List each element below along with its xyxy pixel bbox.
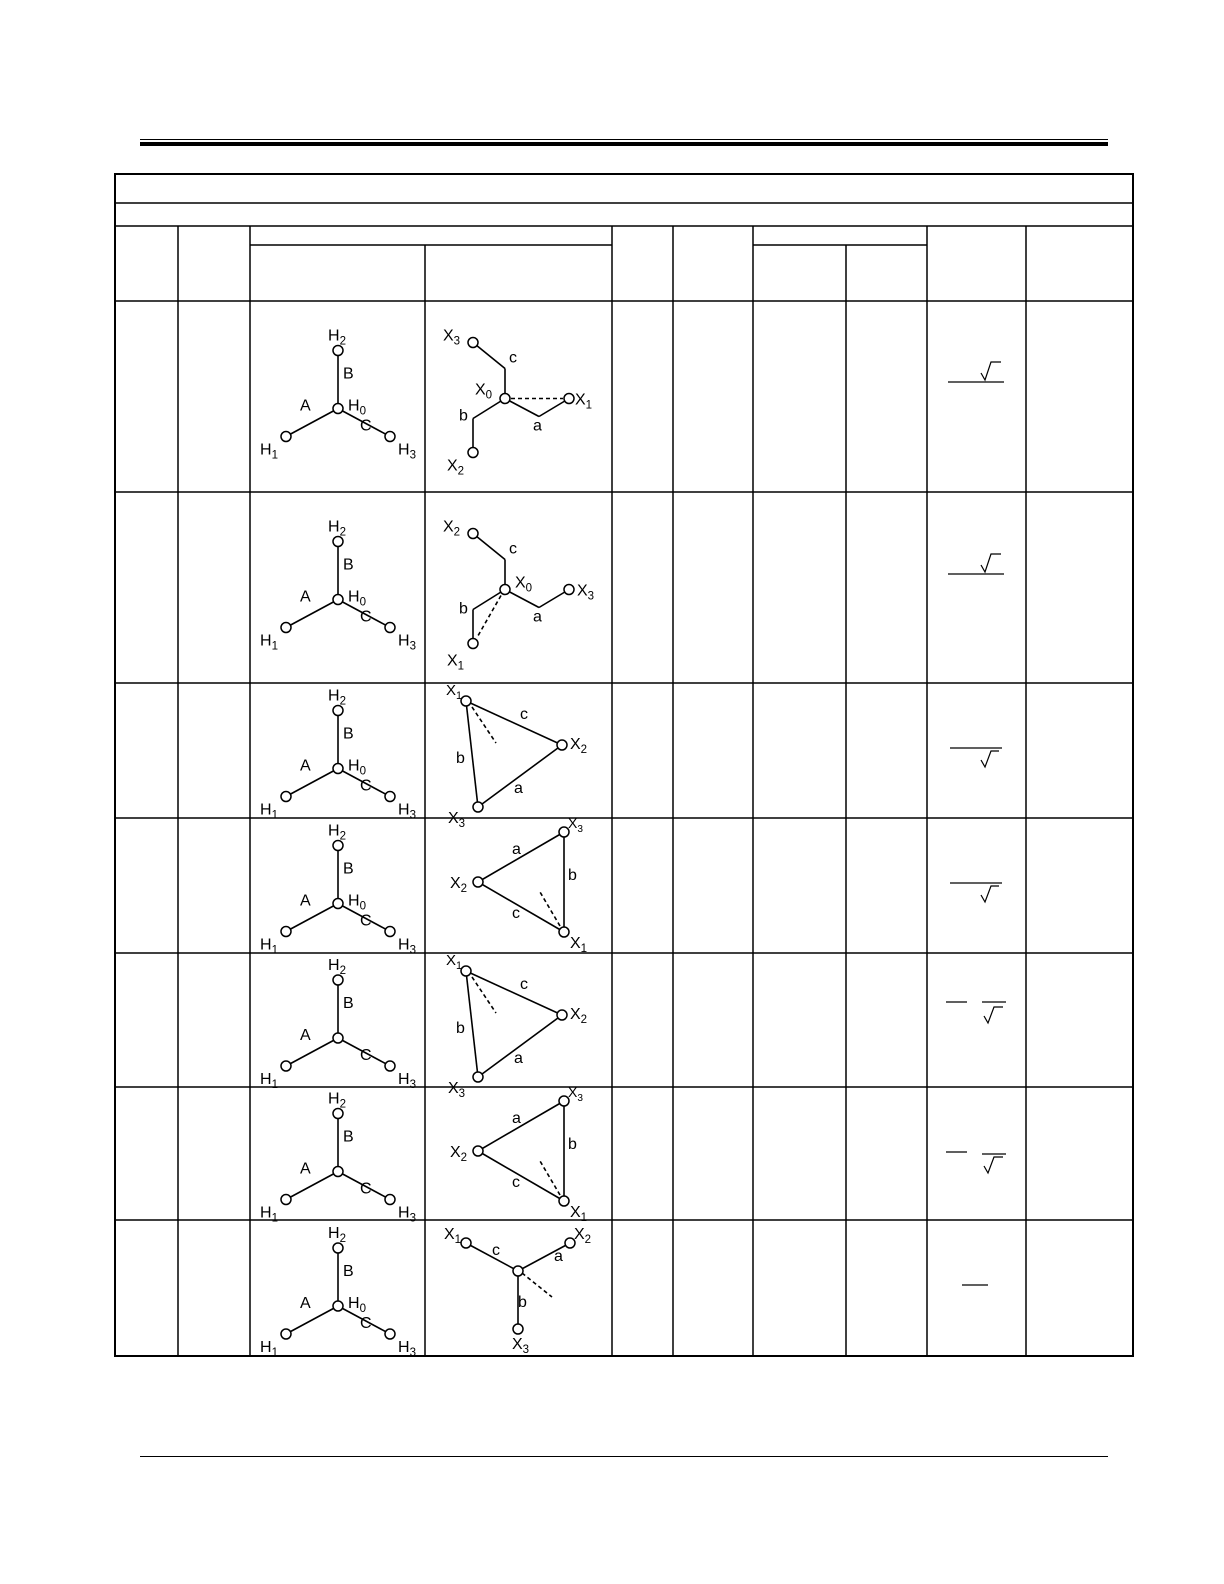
label-H1: $H_1$ — [260, 936, 278, 957]
x1-node — [461, 966, 471, 976]
label-a: a — [533, 417, 542, 435]
h1-node — [281, 1329, 291, 1339]
x3-node — [468, 338, 478, 348]
label-B: B — [343, 725, 354, 743]
x2-node — [557, 1010, 567, 1020]
x-winding-diagram-row-4 — [450, 815, 587, 955]
label-C: C — [360, 1180, 372, 1198]
formula-row-2 — [948, 554, 1004, 574]
x2-node — [473, 877, 483, 887]
h-winding-diagram-row-6 — [260, 1091, 416, 1225]
label-H1: $H_1$ — [260, 441, 278, 462]
label-X1: $X_1$ — [444, 1226, 462, 1246]
label-a: a — [514, 1050, 523, 1067]
x1-node — [559, 1196, 569, 1206]
label-X1: $X_1$ — [446, 682, 463, 702]
h-winding-diagram-row-3 — [260, 688, 416, 822]
label-c: c — [509, 349, 517, 367]
h0-node — [333, 1301, 343, 1311]
x2-node — [557, 740, 567, 750]
label-b: b — [456, 750, 465, 767]
label-B: B — [343, 365, 354, 383]
h-winding-diagram-row-2 — [260, 519, 416, 653]
h3-node — [385, 927, 395, 937]
label-B: B — [343, 1263, 354, 1280]
label-X2: $X_2$ — [450, 1144, 468, 1164]
label-a: a — [514, 780, 523, 797]
x-winding-diagram-row-1 — [443, 328, 592, 478]
x1-node — [559, 927, 569, 937]
x0-node — [513, 1266, 523, 1276]
x-winding-diagram-row-2 — [443, 519, 594, 673]
label-X3: $X_3$ — [512, 1336, 530, 1356]
label-H2: $H_2$ — [328, 1225, 346, 1245]
label-H0: $H_0$ — [348, 588, 366, 609]
x0-node — [500, 585, 510, 595]
label-a: a — [512, 841, 521, 858]
formula-marks — [946, 362, 1006, 1285]
label-H3: $H_3$ — [398, 1339, 416, 1359]
label-H3: $H_3$ — [398, 441, 416, 462]
h-winding-diagram-row-5 — [260, 957, 416, 1091]
label-H3: $H_3$ — [398, 1071, 416, 1091]
label-B: B — [343, 995, 354, 1012]
formula-row-1 — [948, 362, 1004, 382]
x1-node — [461, 1238, 471, 1248]
h3-node — [385, 1061, 395, 1071]
label-H0: $H_0$ — [348, 892, 366, 913]
label-H1: $H_1$ — [260, 1204, 278, 1225]
label-X1: $X_1$ — [575, 391, 593, 412]
label-H1: $H_1$ — [260, 801, 278, 822]
h1-node — [281, 623, 291, 633]
label-a: a — [554, 1248, 563, 1265]
label-c: c — [520, 706, 528, 723]
h1-node — [281, 432, 291, 442]
h3-node — [385, 1329, 395, 1339]
x1-node — [461, 696, 471, 706]
label-H3: $H_3$ — [398, 801, 416, 822]
label-X2: $X_2$ — [570, 1006, 588, 1026]
x0-node — [500, 394, 510, 404]
label-C: C — [360, 1315, 372, 1332]
label-H2: $H_2$ — [328, 1090, 346, 1111]
label-A: A — [300, 1160, 311, 1178]
label-H0: $H_0$ — [348, 1295, 366, 1315]
label-X2: $X_2$ — [447, 457, 465, 478]
h1-node — [281, 1195, 291, 1205]
x3-node — [564, 585, 574, 595]
label-H2: $H_2$ — [328, 822, 346, 843]
label-H1: $H_1$ — [260, 1339, 278, 1359]
label-b: b — [459, 600, 468, 618]
h3-node — [385, 792, 395, 802]
label-A: A — [300, 892, 311, 910]
label-b: b — [459, 407, 468, 425]
h0-node — [333, 595, 343, 605]
label-A: A — [300, 1027, 311, 1044]
x-winding-diagram-row-7 — [444, 1226, 591, 1356]
label-C: C — [360, 417, 372, 435]
label-X2: $X_2$ — [570, 736, 588, 756]
label-c: c — [512, 905, 520, 922]
label-C: C — [360, 1047, 372, 1064]
label-H2: $H_2$ — [328, 518, 346, 539]
label-H2: $H_2$ — [328, 687, 346, 708]
label-C: C — [360, 912, 372, 930]
label-b: b — [518, 1294, 527, 1311]
h3-node — [385, 432, 395, 442]
h1-node — [281, 927, 291, 937]
label-B: B — [343, 860, 354, 878]
label-X1: $X_1$ — [570, 935, 588, 955]
h3-node — [385, 623, 395, 633]
h0-node — [333, 404, 343, 414]
x1-node — [564, 394, 574, 404]
label-X1: $X_1$ — [570, 1204, 588, 1224]
h0-node — [333, 899, 343, 909]
label-X1: $X_1$ — [447, 652, 465, 673]
label-X2: $X_2$ — [443, 518, 461, 539]
formula-row-3 — [950, 748, 1002, 767]
label-b: b — [456, 1020, 465, 1037]
label-c: c — [492, 1242, 500, 1259]
label-H3: $H_3$ — [398, 632, 416, 653]
label-H2: $H_2$ — [328, 957, 346, 977]
x1-node — [468, 639, 478, 649]
x3-node — [513, 1324, 523, 1334]
label-c: c — [509, 540, 517, 558]
label-X1: $X_1$ — [446, 952, 463, 972]
x-winding-diagram-row-6 — [450, 1084, 587, 1224]
formula-row-5 — [946, 1002, 1006, 1023]
label-A: A — [300, 397, 311, 415]
h3-node — [385, 1195, 395, 1205]
h0-node — [333, 764, 343, 774]
label-H1: $H_1$ — [260, 632, 278, 653]
label-H2: $H_2$ — [328, 327, 346, 348]
label-C: C — [360, 777, 372, 795]
label-X3: $X_3$ — [448, 810, 466, 830]
x3-node — [473, 1072, 483, 1082]
label-H0: $H_0$ — [348, 397, 366, 418]
x3-node — [473, 802, 483, 812]
label-X3: $X_3$ — [568, 815, 583, 835]
label-H3: $H_3$ — [398, 936, 416, 957]
label-a: a — [512, 1110, 521, 1127]
h1-node — [281, 1061, 291, 1071]
row-lines — [115, 492, 1133, 1220]
label-A: A — [300, 757, 311, 775]
h1-node — [281, 792, 291, 802]
label-X2: $X_2$ — [574, 1226, 592, 1246]
h0-node — [333, 1167, 343, 1177]
label-c: c — [520, 976, 528, 993]
label-c: c — [512, 1174, 520, 1191]
h-winding-diagram-row-7 — [260, 1225, 416, 1359]
label-X3: $X_3$ — [448, 1080, 466, 1100]
x-winding-diagram-row-3 — [446, 682, 587, 830]
x-winding-diagram-row-5 — [446, 952, 587, 1100]
table-frame — [115, 174, 1133, 1356]
x2-node — [473, 1146, 483, 1156]
label-C: C — [360, 608, 372, 626]
h-winding-diagram-row-1 — [260, 328, 416, 462]
label-X0: $X_0$ — [475, 381, 493, 402]
label-X2: $X_2$ — [450, 875, 468, 895]
label-H1: $H_1$ — [260, 1071, 278, 1091]
label-b: b — [568, 867, 577, 884]
label-H3: $H_3$ — [398, 1204, 416, 1225]
label-A: A — [300, 1295, 311, 1312]
label-H0: $H_0$ — [348, 757, 366, 778]
label-B: B — [343, 1128, 354, 1146]
label-X0: $X_0$ — [515, 574, 533, 595]
label-X3: $X_3$ — [443, 327, 461, 348]
h0-node — [333, 1033, 343, 1043]
label-A: A — [300, 588, 311, 606]
x2-node — [468, 448, 478, 458]
formula-row-6 — [946, 1152, 1006, 1173]
label-X3: $X_3$ — [577, 582, 595, 603]
label-B: B — [343, 556, 354, 574]
formula-row-4 — [950, 883, 1002, 902]
column-lines — [178, 226, 1026, 1356]
label-b: b — [568, 1136, 577, 1153]
label-a: a — [533, 608, 542, 626]
h-winding-diagram-row-4 — [260, 823, 416, 957]
label-X3: $X_3$ — [568, 1084, 583, 1104]
x2-node — [468, 529, 478, 539]
